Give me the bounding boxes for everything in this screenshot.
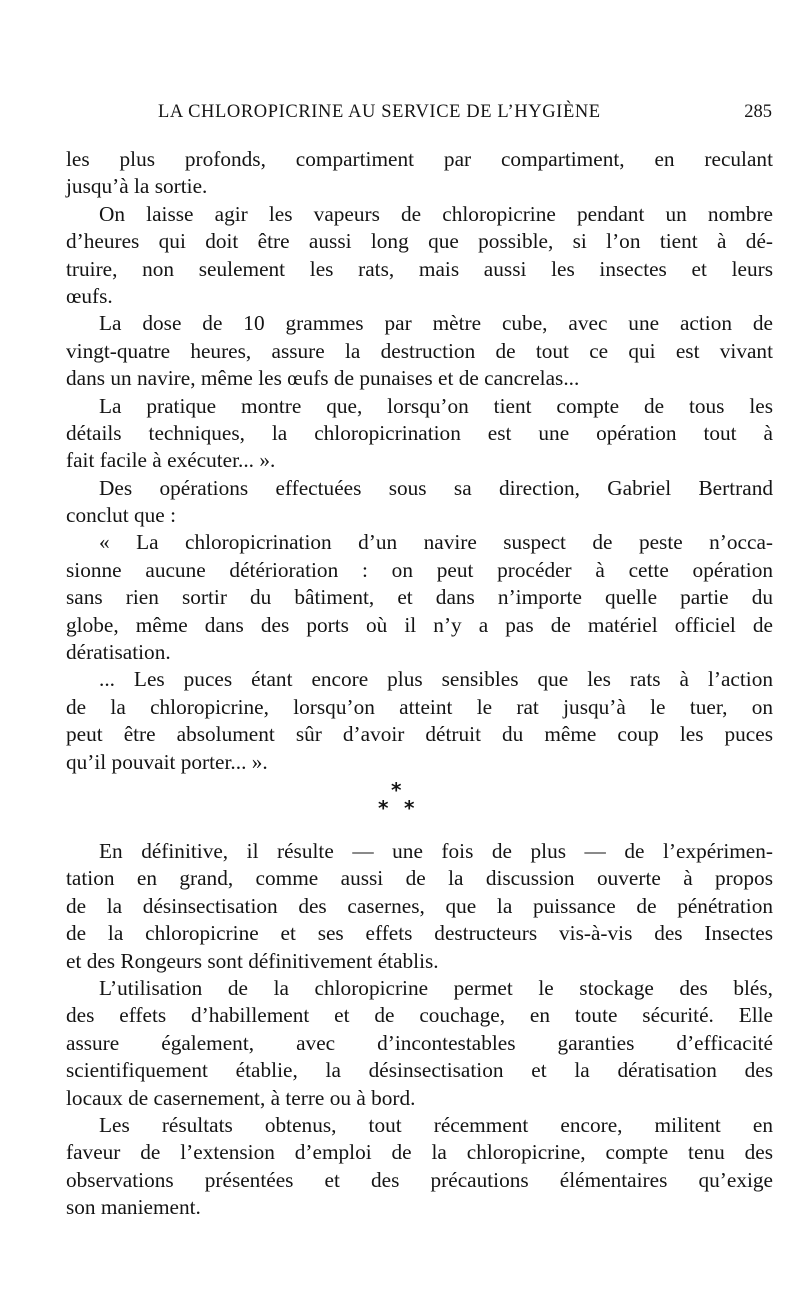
text-line: de la chloropicrine et ses effets destructeurs vis-à-vis des Insectes [66,921,773,946]
text-line: « La chloropicrination d’un navire suspect de peste n’occa- [99,530,773,555]
text-line: jusqu’à la sortie. [66,174,208,199]
text-line: Des opérations effectuées sous sa direction, Gabriel Bertrand [99,475,773,500]
asterisk-symbol: * [378,795,389,820]
text-line: peut être absolument sûr d’avoir détruit du même coup les puces [66,722,773,747]
text-line: fait facile à exécuter... ». [66,448,276,473]
running-header [60,100,782,128]
text-line: et des Rongeurs sont définitivement établis. [66,948,439,973]
text-line: conclut que : [66,503,176,528]
text-line: de la chloropicrine, lorsqu’on atteint le rat jusqu’à le tuer, on [66,694,773,719]
text-line: dératisation. [66,640,171,665]
text-line: son maniement. [66,1195,201,1220]
text-line: sans rien sortir du bâtiment, et dans n’importe quelle partie du [66,585,773,610]
text-line: Les résultats obtenus, tout récemment encore, militent en [99,1112,773,1137]
asterisk-symbol: * [391,777,402,802]
text-line: qu’il pouvait porter... ». [66,749,268,774]
text-line: faveur de l’extension d’emploi de la chloropicrine, compte tenu des [66,1140,773,1165]
text-line: tation en grand, comme aussi de la discussion ouverte à propos [66,866,773,891]
text-line: observations présentées et des précautions élémentaires qu’exige [66,1167,773,1192]
text-line: La pratique montre que, lorsqu’on tient compte de tous les [99,393,773,418]
asterisk-symbol: * [404,795,415,820]
text-line: truire, non seulement les rats, mais aussi les insectes et leurs [66,256,773,281]
text-line: L’utilisation de la chloropicrine permet le stockage des blés, [99,975,773,1000]
text-line: assure également, avec d’incontestables garanties d’efficacité [66,1030,773,1055]
text-line: vingt-quatre heures, assure la destruction de tout ce qui est vivant [66,338,773,363]
section-separator-asterism [66,778,773,834]
running-title: LA CHLOROPICRINE AU SERVICE DE L’HYGIÈNE [158,102,601,122]
text-line: locaux de casernement, à terre ou à bord. [66,1085,416,1110]
text-line: globe, même dans des ports où il n’y a pas de matériel officiel de [66,612,773,637]
body-text [66,146,773,1221]
page-number: 285 [744,102,772,122]
text-line: En définitive, il résulte — une fois de plus — de l’expérimen- [99,838,773,863]
text-line: détails techniques, la chloropicrination est une opération tout à [66,420,773,445]
text-line: de la désinsectisation des casernes, que la puissance de pénétration [66,893,773,918]
text-line: les plus profonds, compartiment par compartiment, en reculant [66,147,773,171]
text-line: La dose de 10 grammes par mètre cube, avec une action de [99,311,773,336]
text-line: scientifiquement établie, la désinsectisation et la dératisation des [66,1058,773,1083]
text-line: des effets d’habillement et de couchage, en toute sécurité. Elle [66,1003,773,1028]
text-line: sionne aucune détérioration : on peut procéder à cette opération [66,557,773,582]
text-line: On laisse agir les vapeurs de chloropicrine pendant un nombre [99,201,773,226]
text-line: œufs. [66,283,113,308]
text-line: dans un navire, même les œufs de punaises et de cancrelas... [66,366,580,391]
text-line: d’heures qui doit être aussi long que possible, si l’on tient à dé- [66,229,773,254]
text-line: ... Les puces étant encore plus sensibles que les rats à l’action [99,667,773,692]
